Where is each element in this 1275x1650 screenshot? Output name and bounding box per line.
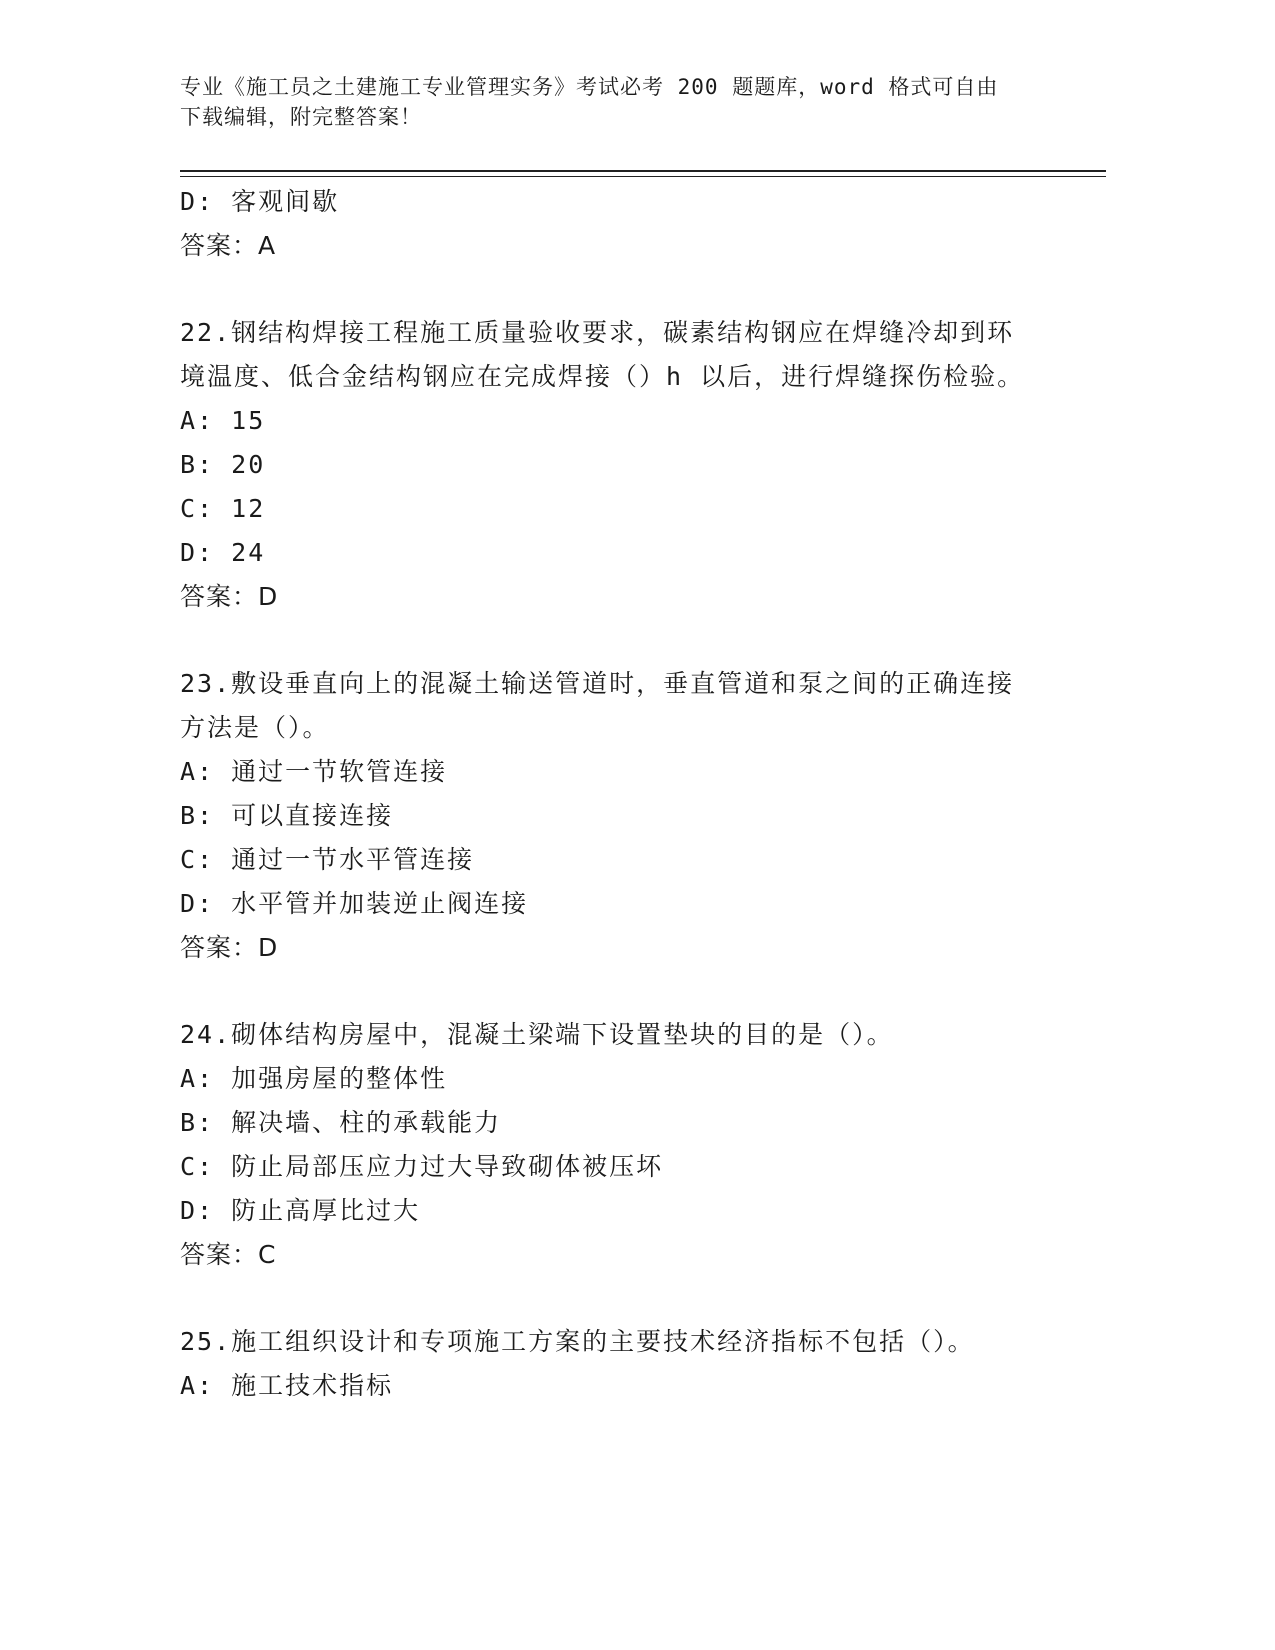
header-line-1: 专业《施工员之土建施工专业管理实务》考试必考 200 题题库，word 格式可自由 [180, 75, 999, 99]
option-b: B: 解决墙、柱的承载能力 [180, 1108, 502, 1137]
spacer [180, 619, 1060, 662]
question-text-line-1: 22.钢结构焊接工程施工质量验收要求，碳素结构钢应在焊缝冷却到环 [180, 318, 1015, 347]
document-body [180, 180, 1060, 1408]
question-text-line-1: 23.敷设垂直向上的混凝土输送管道时，垂直管道和泵之间的正确连接 [180, 669, 1015, 698]
spacer [180, 970, 1060, 1013]
header-line-2: 下载编辑，附完整答案！ [180, 105, 422, 129]
option-c: C: 通过一节水平管连接 [180, 845, 475, 874]
option-b: B: 可以直接连接 [180, 801, 394, 830]
question-text-line-1: 24.砌体结构房屋中，混凝土梁端下设置垫块的目的是（）。 [180, 1020, 894, 1049]
question-22 [180, 311, 1060, 619]
document-header [180, 72, 1060, 132]
header-divider-thick [180, 170, 1106, 172]
option-d: D: 客观间歇 [180, 187, 340, 216]
spacer [180, 1277, 1060, 1320]
question-text-line-2: 方法是（）。 [180, 713, 330, 742]
question-24 [180, 1013, 1060, 1277]
header-divider-thin [180, 176, 1106, 177]
previous-question-tail [180, 180, 1060, 268]
option-a: A: 施工技术指标 [180, 1371, 394, 1400]
question-23 [180, 662, 1060, 970]
option-b: B: 20 [180, 450, 266, 479]
option-d: D: 水平管并加装逆止阀连接 [180, 889, 529, 918]
option-c: C: 12 [180, 494, 266, 523]
question-text-line-1: 25.施工组织设计和专项施工方案的主要技术经济指标不包括（）。 [180, 1327, 975, 1356]
option-d: D: 防止高厚比过大 [180, 1196, 421, 1225]
answer: 答案：C [180, 1240, 277, 1269]
question-25 [180, 1320, 1060, 1408]
option-c: C: 防止局部压应力过大导致砌体被压坏 [180, 1152, 664, 1181]
option-d: D: 24 [180, 538, 266, 567]
option-a: A: 通过一节软管连接 [180, 757, 448, 786]
option-a: A: 15 [180, 406, 266, 435]
option-a: A: 加强房屋的整体性 [180, 1064, 448, 1093]
answer: 答案：D [180, 582, 279, 611]
answer: 答案：D [180, 933, 279, 962]
question-text-line-2: 境温度、低合金结构钢应在完成焊接（）h 以后，进行焊缝探伤检验。 [180, 362, 1025, 391]
spacer [180, 268, 1060, 311]
answer: 答案：A [180, 231, 277, 260]
